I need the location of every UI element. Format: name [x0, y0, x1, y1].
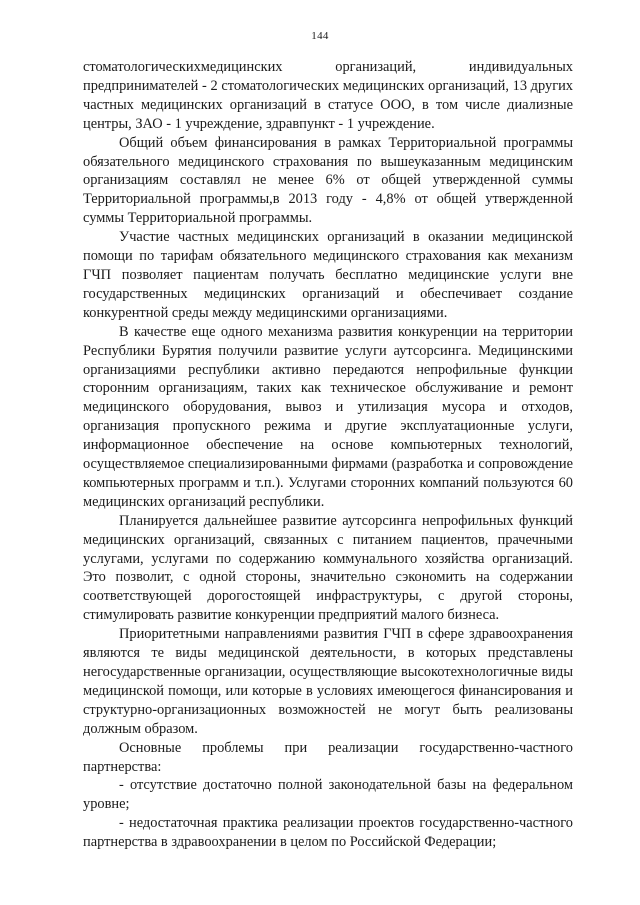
paragraph-2: Общий объем финансирования в рамках Территориальной программы обязательного медицинского страхования по вышеуказанным медицинским организациям составлял не менее 6% от общей утвержденной суммы Территориальной программы,в 2013 году - 4,8% от общей утвержденной суммы Территориальной программы.	[83, 134, 573, 227]
paragraph-6: Приоритетными направлениями развития ГЧП в сфере здравоохранения являются те виды медицинской деятельности, в которых представлены негосударственные организации, осуществляющие высокотехнологичные виды медицинской помощи, или которые в условиях имеющегося финансирования и структурно-организационных возможностей не могут быть реализованы должным образом.	[83, 626, 573, 737]
page-number: 144	[311, 30, 329, 42]
list-item-1: - отсутствие достаточно полной законодательной базы на федеральном уровне;	[83, 777, 573, 813]
paragraph-5: Планируется дальнейшее развитие аутсорсинга непрофильных функций медицинских организаций, связанных с питанием пациентов, прачечными услугами, услугами по содержанию коммунального хозяйства организаций. Это позволит, с одной стороны, значительно сэкономить на содержании соответствующей дорогостоящей инфраструктуры, с другой стороны, стимулировать развитие конкуренции предприятий малого бизнеса.	[83, 512, 573, 624]
paragraph-7: Основные проблемы при реализации государственно-частного партнерства:	[83, 739, 573, 775]
paragraph-4: В качестве еще одного механизма развития конкуренции на территории Республики Бурятия получили развитие услуги аутсорсинга. Медицинскими организациями республики активно передаются непрофильные функции сторонним организациям, таких как техническое обслуживание и ремонт медицинского оборудования, вывоз и утилизация мусора и отходов, организация пропускного режима и другие эксплуатационные услуги, информационное обеспечение на основе компьютерных технологий, осуществляемое специализированными фирмами (разработка и сопровождение компьютерных программ и т.п.). Услугами сторонних компаний пользуются 60 медицинских организаций республики.	[83, 323, 573, 510]
paragraph-1: стоматологическихмедицинских организаций, индивидуальных предпринимателей - 2 стоматологических медицинских организаций, 13 других частных медицинских организаций в статусе ООО, в том числе диализные центры, ЗАО - 1 учреждение, здравпункт - 1 учреждение.	[83, 59, 573, 132]
list-item-2: - недостаточная практика реализации проектов государственно-частного партнерства в здравоохранении в целом по Российской Федерации;	[83, 815, 573, 851]
paragraph-3: Участие частных медицинских организаций в оказании медицинской помощи по тарифам обязательного медицинского страхования как механизм ГЧП позволяет пациентам получать бесплатно медицинские услуги вне государственных медицинских организаций и обеспечивает создание конкурентной среды между медицинскими организациями.	[83, 229, 573, 321]
document-body	[83, 58, 573, 852]
